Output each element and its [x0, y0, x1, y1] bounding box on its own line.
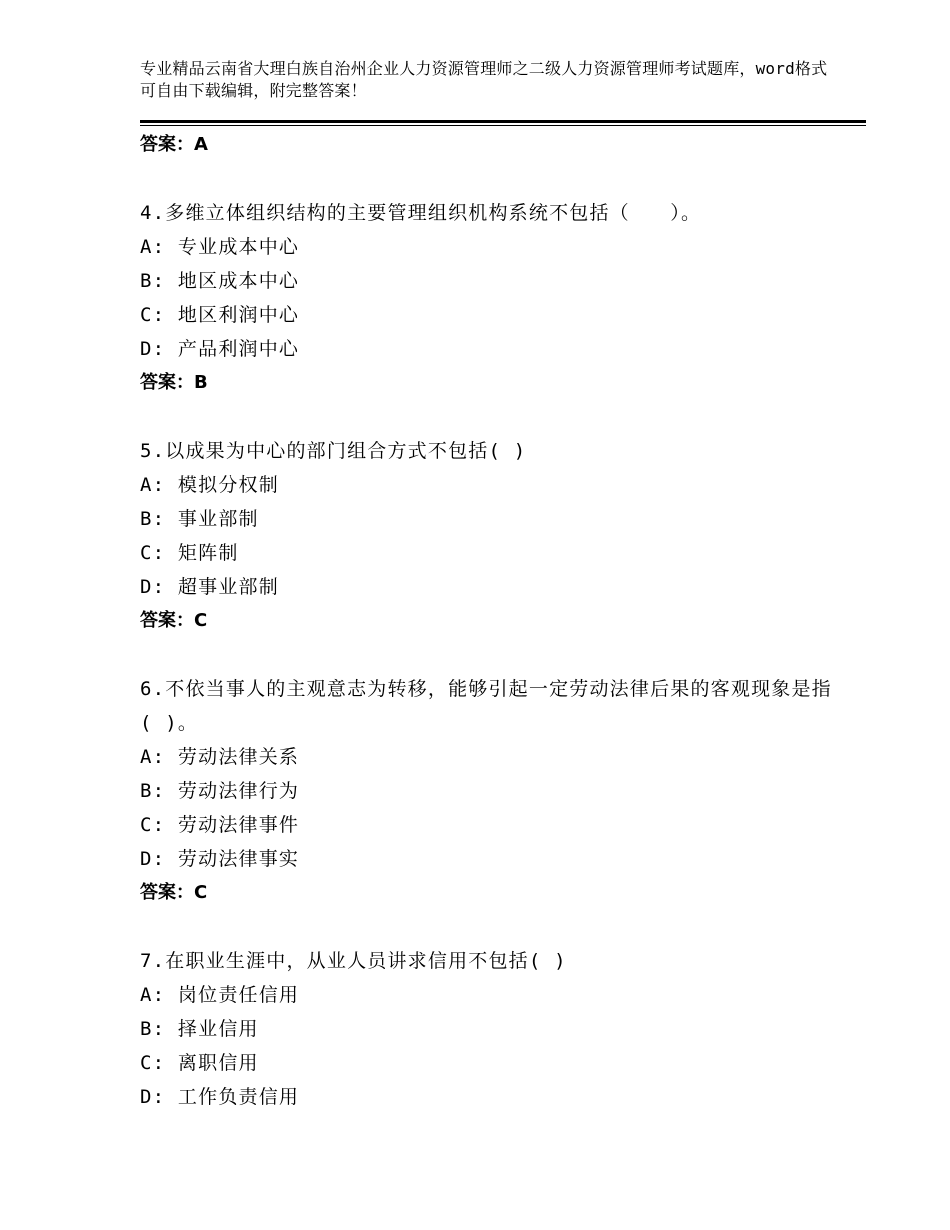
option-b: B: 地区成本中心	[140, 270, 300, 292]
option-c: C: 劳动法律事件	[140, 814, 300, 836]
question-stem: 6.不依当事人的主观意志为转移，能够引起一定劳动法律后果的客观现象是指( )。	[140, 678, 832, 734]
header-divider	[140, 120, 866, 126]
answer-line: 答案：B	[140, 372, 208, 393]
option-a: A: 劳动法律关系	[140, 746, 300, 768]
question-stem: 4.多维立体组织结构的主要管理组织机构系统不包括（ ）。	[140, 202, 702, 224]
option-a: A: 模拟分权制	[140, 474, 279, 496]
option-b: B: 事业部制	[140, 508, 259, 530]
option-b: B: 劳动法律行为	[140, 780, 300, 802]
question-stem: 7.在职业生涯中，从业人员讲求信用不包括( )	[140, 950, 567, 972]
option-d: D: 工作负责信用	[140, 1086, 300, 1108]
question-stem: 5.以成果为中心的部门组合方式不包括( )	[140, 440, 527, 462]
header-divider-thick	[140, 120, 866, 123]
option-c: C: 矩阵制	[140, 542, 239, 564]
option-d: D: 超事业部制	[140, 576, 279, 598]
answer-line: 答案：C	[140, 610, 208, 631]
question-7	[140, 944, 840, 1114]
option-d: D: 劳动法律事实	[140, 848, 300, 870]
header-divider-thin	[140, 125, 866, 126]
option-b: B: 择业信用	[140, 1018, 259, 1040]
answer-line: 答案：C	[140, 882, 208, 903]
option-a: A: 岗位责任信用	[140, 984, 300, 1006]
question-list	[140, 128, 840, 1114]
question-4	[140, 196, 840, 400]
option-a: A: 专业成本中心	[140, 236, 300, 258]
answer-line: 答案：A	[140, 134, 208, 155]
question-5	[140, 434, 840, 638]
option-d: D: 产品利润中心	[140, 338, 300, 360]
option-c: C: 离职信用	[140, 1052, 259, 1074]
option-c: C: 地区利润中心	[140, 304, 300, 326]
question-6	[140, 672, 840, 910]
page-header: 专业精品云南省大理白族自治州企业人力资源管理师之二级人力资源管理师考试题库，word格式可自由下载编辑，附完整答案！	[140, 59, 828, 100]
